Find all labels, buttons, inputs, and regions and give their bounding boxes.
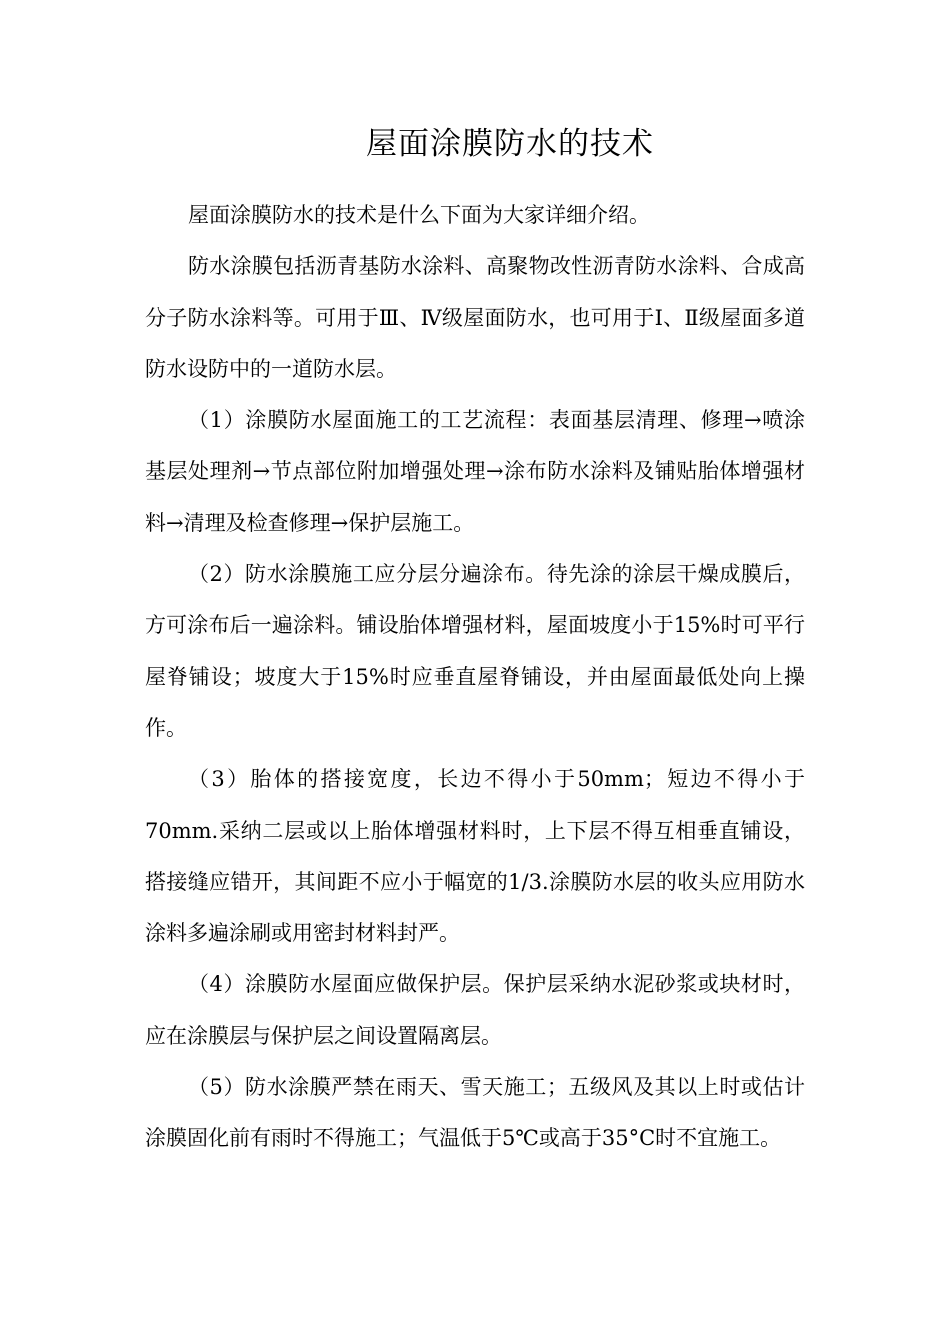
paragraph-step-5: （5）防水涂膜严禁在雨天、雪天施工；五级风及其以上时或估计涂膜固化前有雨时不得施工；气温低于5℃或高于35°C时不宜施工。 [145,1075,805,1151]
paragraph-step-4: （4）涂膜防水屋面应做保护层。保护层采纳水泥砂浆或块材时，应在涂膜层与保护层之间设置隔离层。 [145,972,805,1048]
document-body [145,190,805,1165]
paragraph-step-3: （3）胎体的搭接宽度，长边不得小于50mm；短边不得小于70mm.采纳二层或以上胎体增强材料时，上下层不得互相垂直铺设，搭接缝应错开，其间距不应小于幅宽的1/3.涂膜防水层的收头应用防水涂料多遍涂刷或用密封材料封严。 [145,767,805,946]
document-title: 屋面涂膜防水的技术 [366,126,654,162]
paragraph-step-1: （1）涂膜防水屋面施工的工艺流程：表面基层清理、修理→喷涂基层处理剂→节点部位附加增强处理→涂布防水涂料及铺贴胎体增强材料→清理及检查修理→保护层施工。 [145,408,805,535]
paragraph-materials: 防水涂膜包括沥青基防水涂料、高聚物改性沥青防水涂料、合成高分子防水涂料等。可用于Ⅲ、Ⅳ级屋面防水，也可用于Ⅰ、Ⅱ级屋面多道防水设防中的一道防水层。 [145,254,805,381]
paragraph-intro: 屋面涂膜防水的技术是什么下面为大家详细介绍。 [188,203,650,227]
paragraph-step-2: （2）防水涂膜施工应分层分遍涂布。待先涂的涂层干燥成膜后，方可涂布后一遍涂料。铺设胎体增强材料，屋面坡度小于15%时可平行屋脊铺设；坡度大于15%时应垂直屋脊铺设，并由屋面最低处向上操作。 [145,562,805,740]
